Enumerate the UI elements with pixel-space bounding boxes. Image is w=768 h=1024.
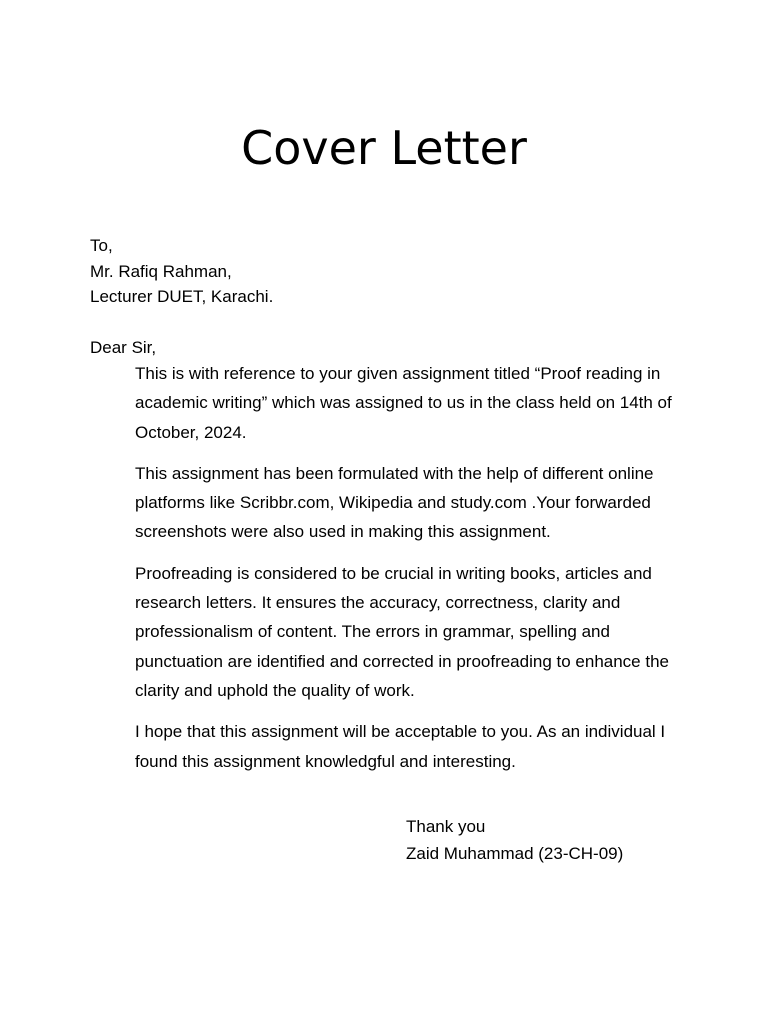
body-paragraph: This is with reference to your given assignment titled “Proof reading in academic writing” which was assigned to us in the class held on 14th of October, 2024. [135,364,672,442]
body-paragraph: This assignment has been formulated with the help of different online platforms like Scribbr.com, Wikipedia and study.com .Your forwarded screenshots were also used in making this assignment. [135,463,654,542]
recipient-position: Lecturer DUET, Karachi. [90,287,274,306]
recipient-name: Mr. Rafiq Rahman, [90,261,232,281]
page-title: Cover Letter [241,121,527,175]
signature: Zaid Muhammad (23-CH-09) [406,844,624,863]
salutation: Dear Sir, [90,338,157,357]
body-paragraph: Proofreading is considered to be crucial in writing books, articles and research letters. It ensures the accuracy, correctness, clarity and professionalism of content. The errors in grammar, spelling and punctuation are identified and corrected in proofreading to enhance the clarity and uphold the quality of work. [135,563,669,700]
closing-thanks: Thank you [406,817,486,836]
recipient-to: To, [90,236,113,255]
recipient-address [90,233,273,310]
letter-body [135,359,680,788]
body-paragraph: I hope that this assignment will be acceptable to you. As an individual I found this assignment knowledgful and interesting. [135,722,666,771]
closing-block [406,813,623,867]
